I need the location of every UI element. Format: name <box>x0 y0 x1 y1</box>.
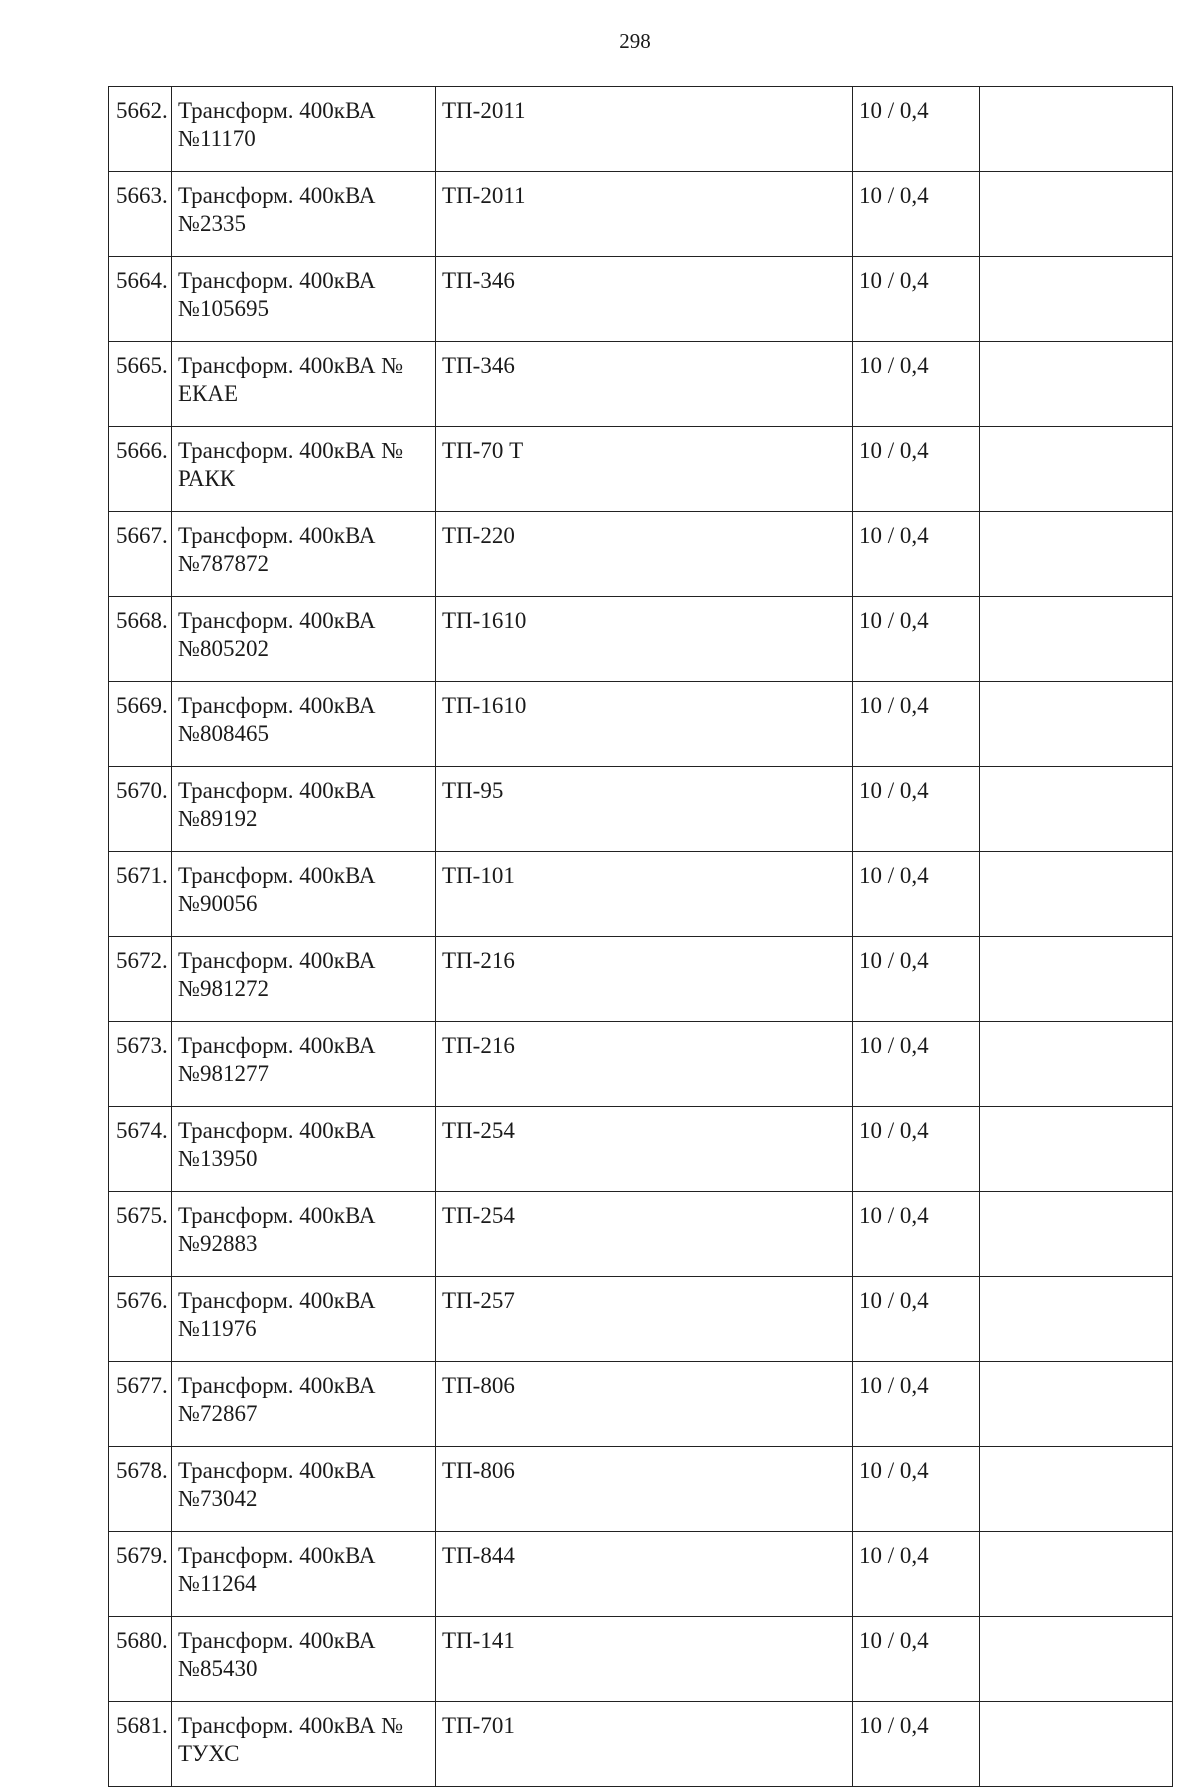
equipment-name-cell: Трансформ. 400кВА №72867 <box>172 1362 436 1447</box>
extra-cell <box>980 172 1173 257</box>
row-number-cell: 5677. <box>109 1362 172 1447</box>
substation-cell: ТП-101 <box>436 852 853 937</box>
extra-cell <box>980 342 1173 427</box>
voltage-cell: 10 / 0,4 <box>853 1192 980 1277</box>
substation-cell: ТП-2011 <box>436 172 853 257</box>
row-number-cell: 5680. <box>109 1617 172 1702</box>
table-row <box>109 767 1173 852</box>
equipment-name-cell: Трансформ. 400кВА №73042 <box>172 1447 436 1532</box>
voltage-cell: 10 / 0,4 <box>853 1702 980 1787</box>
substation-cell: ТП-257 <box>436 1277 853 1362</box>
table-row <box>109 427 1173 512</box>
voltage-cell: 10 / 0,4 <box>853 1277 980 1362</box>
equipment-name-cell: Трансформ. 400кВА №805202 <box>172 597 436 682</box>
row-number-cell: 5664. <box>109 257 172 342</box>
row-number-cell: 5681. <box>109 1702 172 1787</box>
voltage-cell: 10 / 0,4 <box>853 1362 980 1447</box>
equipment-name-cell: Трансформ. 400кВА №13950 <box>172 1107 436 1192</box>
equipment-name-cell: Трансформ. 400кВА №808465 <box>172 682 436 767</box>
row-number-cell: 5668. <box>109 597 172 682</box>
voltage-cell: 10 / 0,4 <box>853 257 980 342</box>
extra-cell <box>980 512 1173 597</box>
table-row <box>109 1107 1173 1192</box>
voltage-cell: 10 / 0,4 <box>853 342 980 427</box>
extra-cell <box>980 767 1173 852</box>
substation-cell: ТП-95 <box>436 767 853 852</box>
substation-cell: ТП-254 <box>436 1107 853 1192</box>
equipment-name-cell: Трансформ. 400кВА №11170 <box>172 87 436 172</box>
extra-cell <box>980 597 1173 682</box>
equipment-table-body <box>109 87 1173 1787</box>
voltage-cell: 10 / 0,4 <box>853 1532 980 1617</box>
substation-cell: ТП-254 <box>436 1192 853 1277</box>
table-row <box>109 1447 1173 1532</box>
table-row <box>109 342 1173 427</box>
substation-cell: ТП-216 <box>436 1022 853 1107</box>
equipment-name-cell: Трансформ. 400кВА № ЕКАЕ <box>172 342 436 427</box>
substation-cell: ТП-806 <box>436 1362 853 1447</box>
equipment-name-cell: Трансформ. 400кВА №981272 <box>172 937 436 1022</box>
substation-cell: ТП-1610 <box>436 597 853 682</box>
table-row <box>109 172 1173 257</box>
substation-cell: ТП-2011 <box>436 87 853 172</box>
voltage-cell: 10 / 0,4 <box>853 682 980 767</box>
row-number-cell: 5674. <box>109 1107 172 1192</box>
voltage-cell: 10 / 0,4 <box>853 1617 980 1702</box>
extra-cell <box>980 257 1173 342</box>
table-row <box>109 1192 1173 1277</box>
extra-cell <box>980 1107 1173 1192</box>
row-number-cell: 5666. <box>109 427 172 512</box>
table-row <box>109 852 1173 937</box>
row-number-cell: 5669. <box>109 682 172 767</box>
voltage-cell: 10 / 0,4 <box>853 1022 980 1107</box>
substation-cell: ТП-806 <box>436 1447 853 1532</box>
voltage-cell: 10 / 0,4 <box>853 937 980 1022</box>
row-number-cell: 5676. <box>109 1277 172 1362</box>
row-number-cell: 5663. <box>109 172 172 257</box>
table-row <box>109 937 1173 1022</box>
extra-cell <box>980 1362 1173 1447</box>
equipment-name-cell: Трансформ. 400кВА №11264 <box>172 1532 436 1617</box>
voltage-cell: 10 / 0,4 <box>853 87 980 172</box>
row-number-cell: 5673. <box>109 1022 172 1107</box>
equipment-name-cell: Трансформ. 400кВА №11976 <box>172 1277 436 1362</box>
extra-cell <box>980 852 1173 937</box>
substation-cell: ТП-216 <box>436 937 853 1022</box>
equipment-name-cell: Трансформ. 400кВА №85430 <box>172 1617 436 1702</box>
voltage-cell: 10 / 0,4 <box>853 767 980 852</box>
equipment-name-cell: Трансформ. 400кВА №92883 <box>172 1192 436 1277</box>
table-row <box>109 682 1173 767</box>
extra-cell <box>980 1702 1173 1787</box>
voltage-cell: 10 / 0,4 <box>853 597 980 682</box>
table-row <box>109 257 1173 342</box>
table-row <box>109 1022 1173 1107</box>
voltage-cell: 10 / 0,4 <box>853 852 980 937</box>
table-row <box>109 597 1173 682</box>
substation-cell: ТП-346 <box>436 257 853 342</box>
substation-cell: ТП-701 <box>436 1702 853 1787</box>
extra-cell <box>980 1447 1173 1532</box>
equipment-name-cell: Трансформ. 400кВА №2335 <box>172 172 436 257</box>
equipment-name-cell: Трансформ. 400кВА №105695 <box>172 257 436 342</box>
substation-cell: ТП-141 <box>436 1617 853 1702</box>
extra-cell <box>980 937 1173 1022</box>
extra-cell <box>980 1277 1173 1362</box>
equipment-table <box>108 86 1173 1787</box>
extra-cell <box>980 1617 1173 1702</box>
table-row <box>109 87 1173 172</box>
equipment-name-cell: Трансформ. 400кВА №89192 <box>172 767 436 852</box>
row-number-cell: 5667. <box>109 512 172 597</box>
voltage-cell: 10 / 0,4 <box>853 512 980 597</box>
row-number-cell: 5670. <box>109 767 172 852</box>
extra-cell <box>980 682 1173 767</box>
equipment-name-cell: Трансформ. 400кВА № РАКК <box>172 427 436 512</box>
table-row <box>109 1277 1173 1362</box>
table-row <box>109 1617 1173 1702</box>
extra-cell <box>980 427 1173 512</box>
substation-cell: ТП-346 <box>436 342 853 427</box>
table-row <box>109 1532 1173 1617</box>
substation-cell: ТП-220 <box>436 512 853 597</box>
equipment-name-cell: Трансформ. 400кВА №981277 <box>172 1022 436 1107</box>
row-number-cell: 5665. <box>109 342 172 427</box>
table-row <box>109 512 1173 597</box>
row-number-cell: 5679. <box>109 1532 172 1617</box>
equipment-name-cell: Трансформ. 400кВА №787872 <box>172 512 436 597</box>
extra-cell <box>980 1532 1173 1617</box>
equipment-name-cell: Трансформ. 400кВА № ТУХС <box>172 1702 436 1787</box>
row-number-cell: 5662. <box>109 87 172 172</box>
row-number-cell: 5678. <box>109 1447 172 1532</box>
substation-cell: ТП-70 Т <box>436 427 853 512</box>
voltage-cell: 10 / 0,4 <box>853 427 980 512</box>
equipment-name-cell: Трансформ. 400кВА №90056 <box>172 852 436 937</box>
table-row <box>109 1362 1173 1447</box>
substation-cell: ТП-844 <box>436 1532 853 1617</box>
voltage-cell: 10 / 0,4 <box>853 1107 980 1192</box>
row-number-cell: 5675. <box>109 1192 172 1277</box>
row-number-cell: 5672. <box>109 937 172 1022</box>
extra-cell <box>980 87 1173 172</box>
extra-cell <box>980 1192 1173 1277</box>
substation-cell: ТП-1610 <box>436 682 853 767</box>
voltage-cell: 10 / 0,4 <box>853 1447 980 1532</box>
row-number-cell: 5671. <box>109 852 172 937</box>
extra-cell <box>980 1022 1173 1107</box>
voltage-cell: 10 / 0,4 <box>853 172 980 257</box>
table-row <box>109 1702 1173 1787</box>
page-number: 298 <box>619 29 651 53</box>
